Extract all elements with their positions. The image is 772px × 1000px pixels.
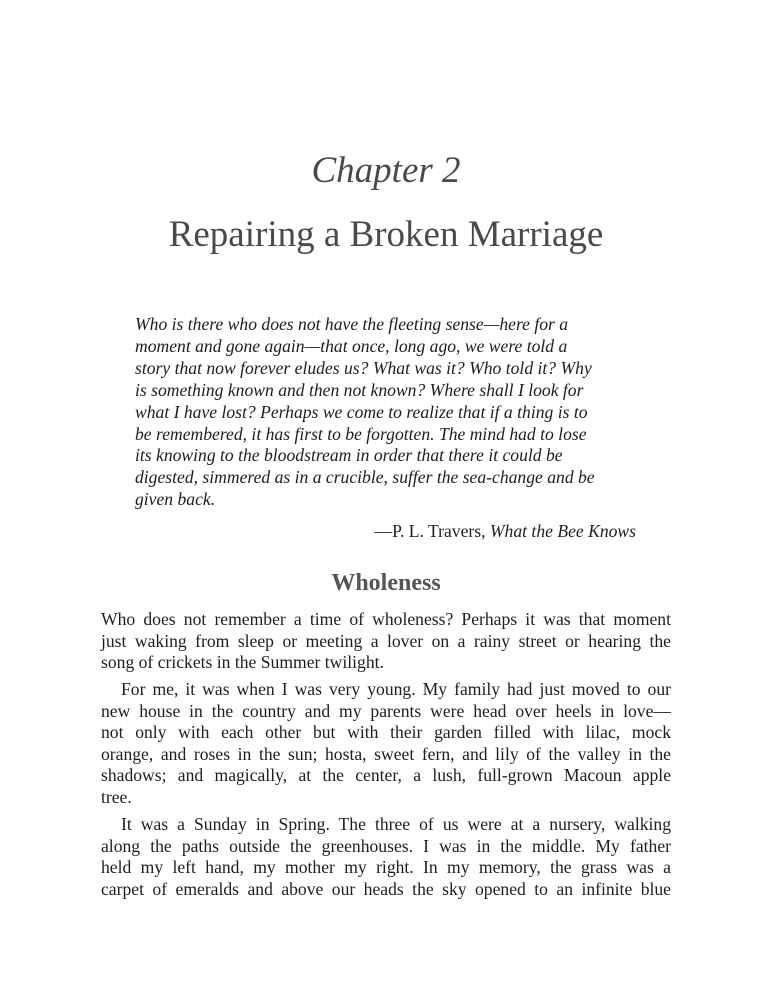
epigraph-line: digested, simmered as in a crucible, suffer the sea-change and be (135, 467, 595, 488)
attribution-work-title: What the Bee Knows (489, 521, 636, 541)
paragraph-line: new house in the country and my parents were head over heels in love— (101, 700, 671, 721)
paragraph-line: orange, and roses in the sun; hosta, sweet fern, and lily of the valley in the (101, 743, 671, 764)
epigraph-line: is something known and then not known? Where shall I look for (135, 379, 584, 400)
paragraph-line: just waking from sleep or meeting a lover on a rainy street or hearing the (101, 630, 671, 651)
body-paragraph (101, 609, 671, 674)
paragraph-line: song of crickets in the Summer twilight. (101, 652, 384, 673)
section-heading: Wholeness (331, 570, 441, 596)
epigraph-line: be remembered, it has first to be forgotten. The mind had to lose (135, 423, 587, 444)
epigraph-line: story that now forever eludes us? What was it? Who told it? Why (135, 357, 592, 378)
epigraph-line: what I have lost? Perhaps we come to realize that if a thing is to (135, 401, 588, 422)
body-paragraph (101, 814, 671, 900)
epigraph-attribution (135, 520, 636, 542)
paragraph-line: Who does not remember a time of wholeness? Perhaps it was that moment (101, 609, 671, 629)
epigraph-line: Who is there who does not have the fleeting sense—here for a (135, 314, 569, 334)
body-paragraph (101, 679, 671, 809)
paragraph-line: not only with each other but with their garden filled with lilac, mock (101, 722, 671, 743)
paragraph-line: tree. (101, 786, 132, 807)
epigraph (135, 314, 640, 511)
paragraph-line: carpet of emeralds and above our heads the sky opened to an infinite blue (101, 878, 671, 899)
epigraph-line: moment and gone again—that once, long ago, we were told a (135, 335, 568, 356)
attribution-author: —P. L. Travers, (374, 521, 490, 541)
epigraph-line: given back. (135, 489, 216, 510)
paragraph-line: It was a Sunday in Spring. The three of us were at a nursery, walking (121, 814, 671, 834)
paragraph-line: held my left hand, my mother my right. In my memory, the grass was a (101, 857, 671, 878)
paragraph-line: shadows; and magically, at the center, a lush, full-grown Macoun apple (101, 765, 671, 786)
paragraph-line: For me, it was when I was very young. My family had just moved to our (121, 679, 671, 699)
chapter-title: Repairing a Broken Marriage (168, 214, 604, 255)
paragraph-line: along the paths outside the greenhouses. I was in the middle. My father (101, 835, 671, 856)
chapter-label: Chapter 2 (311, 150, 461, 191)
epigraph-line: its knowing to the bloodstream in order that there it could be (135, 445, 563, 466)
